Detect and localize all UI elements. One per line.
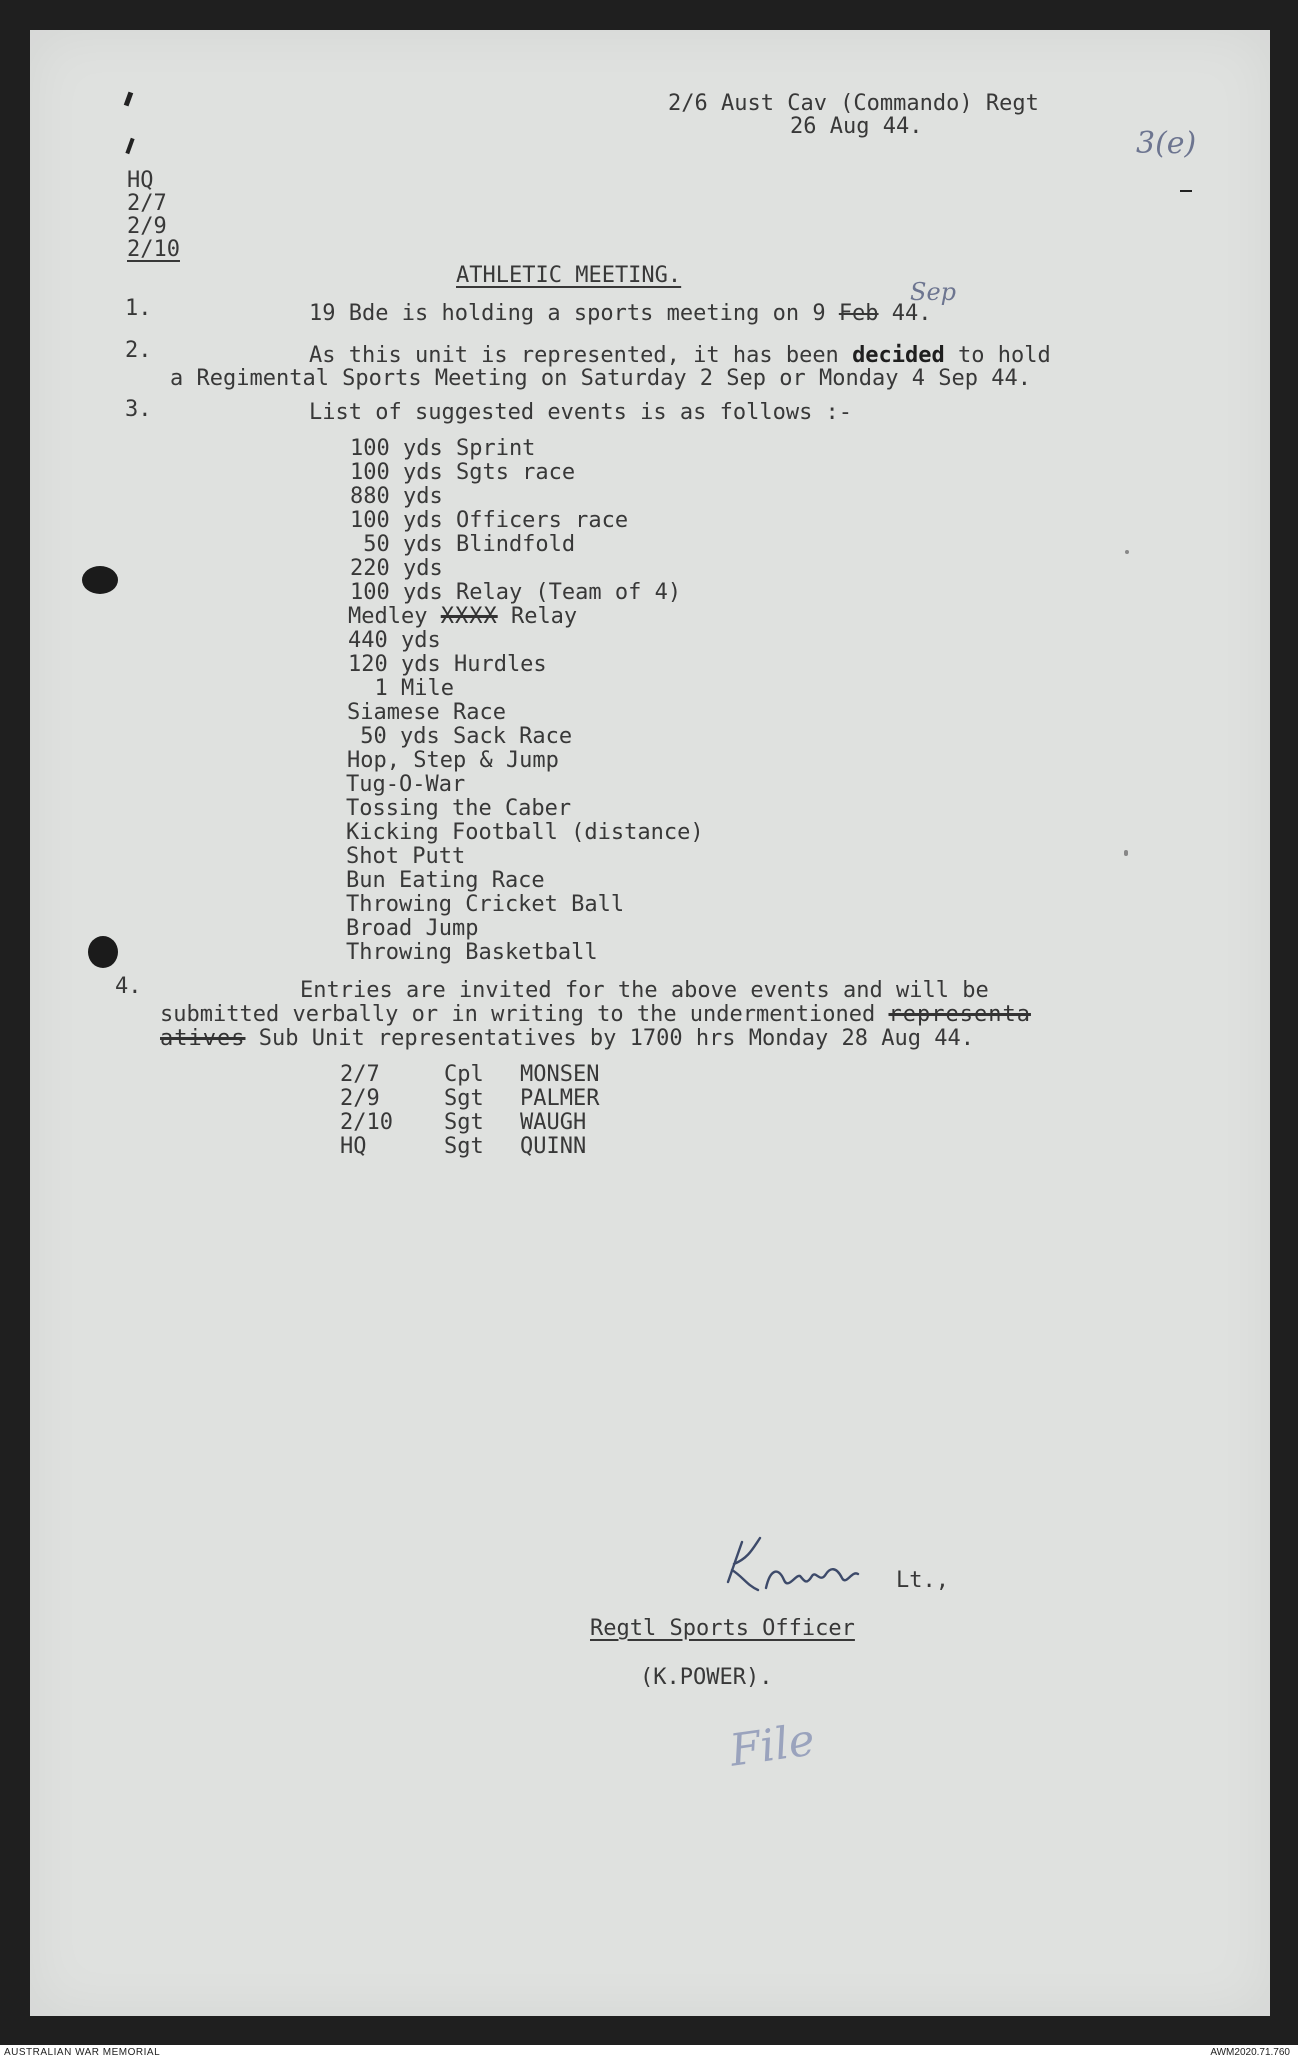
rep-unit: 2/9	[340, 1086, 380, 1111]
para-3-text: List of suggested events is as follows :-	[309, 400, 853, 425]
ink-dot	[1125, 550, 1129, 554]
event-item: Kicking Football (distance)	[346, 820, 704, 845]
footer-institution: AUSTRALIAN WAR MEMORIAL	[4, 2047, 161, 2058]
punch-hole	[88, 936, 118, 968]
rep-unit: HQ	[340, 1134, 367, 1159]
handwritten-file-note: File	[726, 1714, 818, 1777]
event-item: 880 yds	[350, 484, 443, 509]
signature	[708, 1530, 878, 1600]
distribution-item: 2/9	[127, 214, 167, 239]
rep-rank: Sgt	[444, 1110, 484, 1135]
event-item: Tug-O-War	[346, 772, 466, 797]
signature-name: (K.POWER).	[640, 1665, 773, 1690]
distribution-item: 2/10	[127, 237, 180, 262]
ink-dot	[1124, 850, 1128, 856]
para-3-number: 3.	[125, 397, 152, 422]
para-1-text: 19 Bde is holding a sports meeting on 9 Feb 44.	[309, 301, 932, 326]
para-4-line-2: submitted verbally or in writing to the undermentioned representa	[160, 1002, 1031, 1027]
para-2-line-1: As this unit is represented, it has been decided to hold	[309, 343, 1051, 368]
event-item: Bun Eating Race	[346, 868, 545, 893]
signature-mark	[708, 1530, 878, 1600]
unit-heading: 2/6 Aust Cav (Commando) Regt	[668, 91, 1039, 116]
event-item: 50 yds Sack Race	[347, 724, 573, 749]
rep-rank: Sgt	[444, 1134, 484, 1159]
event-item: Tossing the Caber	[346, 796, 572, 821]
event-item: Shot Putt	[346, 844, 466, 869]
para-1-number: 1.	[125, 296, 152, 321]
rep-name: MONSEN	[520, 1062, 600, 1087]
event-item: 440 yds	[348, 628, 441, 653]
document-title: ATHLETIC MEETING.	[456, 263, 682, 288]
punch-hole	[82, 566, 118, 594]
event-item: Throwing Basketball	[346, 940, 598, 965]
rep-name: WAUGH	[520, 1110, 587, 1135]
footer-accession-number: AWM2020.71.760	[1210, 2047, 1290, 2058]
event-item: 1 Mile	[348, 676, 454, 701]
event-item: 100 yds Officers race	[350, 508, 629, 533]
event-item: Hop, Step & Jump	[347, 748, 559, 773]
event-item: 100 yds Relay (Team of 4)	[350, 580, 682, 605]
rep-unit: 2/7	[340, 1062, 380, 1087]
signature-rank: Lt.,	[896, 1568, 949, 1593]
rep-unit: 2/10	[340, 1110, 393, 1135]
event-item: 220 yds	[350, 556, 443, 581]
para-2-line-2: a Regimental Sports Meeting on Saturday 2 Sep or Monday 4 Sep 44.	[170, 366, 1031, 391]
distribution-item: 2/7	[127, 191, 167, 216]
rep-rank: Sgt	[444, 1086, 484, 1111]
event-item: Broad Jump	[346, 916, 479, 941]
archive-footer	[0, 2045, 1298, 2061]
rep-name: PALMER	[520, 1086, 600, 1111]
para-2-number: 2.	[125, 338, 152, 363]
ink-mark	[125, 138, 134, 154]
event-item: 50 yds Blindfold	[350, 532, 576, 557]
ink-dash	[1180, 190, 1192, 192]
distribution-item: HQ	[127, 168, 154, 193]
event-item: Medley XXXX Relay	[348, 604, 578, 629]
event-item: 120 yds Hurdles	[348, 652, 547, 677]
event-item: Siamese Race	[347, 700, 506, 725]
rep-rank: Cpl	[444, 1062, 484, 1087]
handwritten-correction-sep: Sep	[910, 278, 957, 306]
para-4-line-1: Entries are invited for the above events and will be	[300, 978, 989, 1003]
rep-name: QUINN	[520, 1134, 587, 1159]
para-4-number: 4.	[115, 974, 142, 999]
signature-role: Regtl Sports Officer	[590, 1616, 855, 1641]
event-item: 100 yds Sprint	[350, 436, 536, 461]
ink-mark	[124, 92, 133, 107]
annotation-3e: 3(e)	[1136, 126, 1197, 161]
document-page	[30, 30, 1270, 2016]
event-item: 100 yds Sgts race	[350, 460, 576, 485]
para-4-line-3: atives Sub Unit representatives by 1700 hrs Monday 28 Aug 44.	[160, 1026, 974, 1051]
document-date: 26 Aug 44.	[790, 114, 923, 139]
event-item: Throwing Cricket Ball	[346, 892, 625, 917]
